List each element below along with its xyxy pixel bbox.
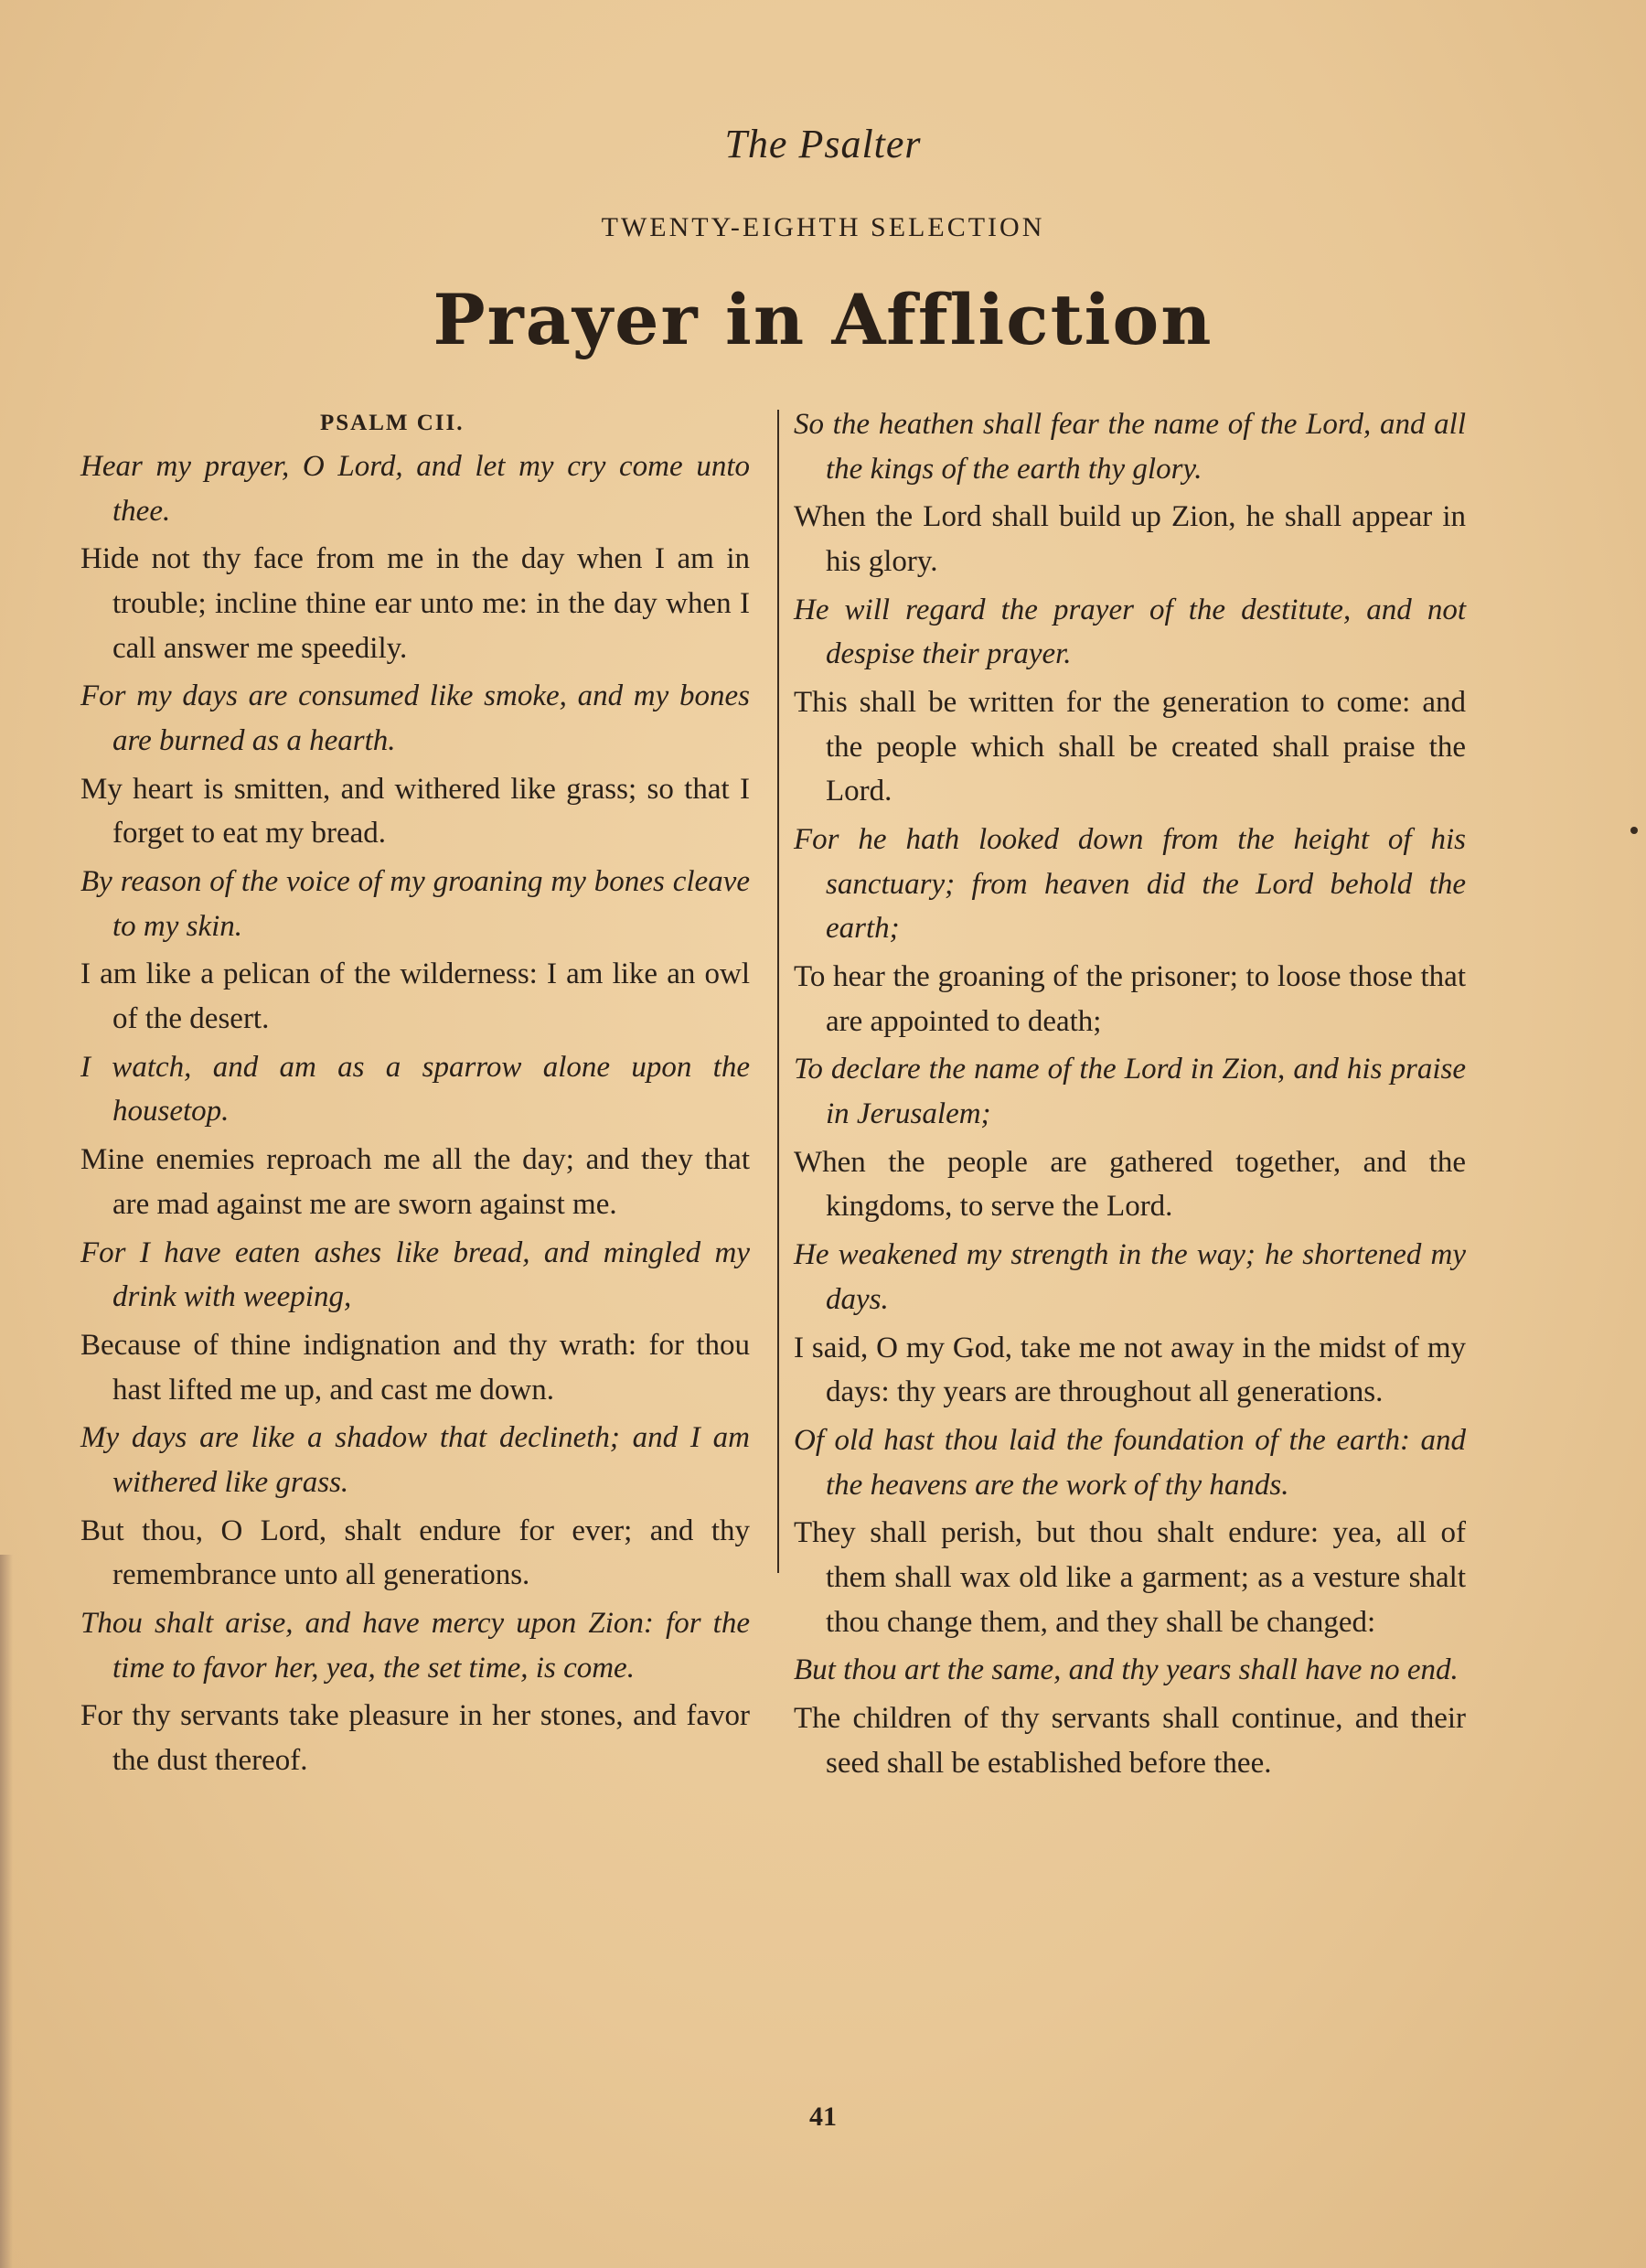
verse: He weakened my strength in the way; he shortened my days. [794,1238,1466,1316]
verse: The children of thy servants shall continue, and their seed shall be established before thee. [794,1702,1466,1780]
verse: For he hath looked down from the height of his sanctuary; from heaven did the Lord behold the earth; [794,823,1466,946]
verse: Hear my prayer, O Lord, and let my cry come unto thee. [80,450,750,528]
verse: Because of thine indignation and thy wrath: for thou hast lifted me up, and cast me down. [80,1328,750,1407]
right-column [794,402,1466,1789]
verse: My days are like a shadow that declineth; and I am withered like grass. [80,1421,750,1499]
verse: But thou, O Lord, shalt endure for ever; and thy remembrance unto all generations. [80,1514,750,1592]
verse: By reason of the voice of my groaning my bones cleave to my skin. [80,865,750,943]
column-divider [777,410,779,1573]
page-number: 41 [809,2102,837,2132]
verse: For I have eaten ashes like bread, and mingled my drink with weeping, [80,1236,750,1314]
verse: So the heathen shall fear the name of the Lord, and all the kings of the earth thy glory. [794,408,1466,486]
verse: But thou art the same, and thy years shall have no end. [794,1653,1459,1687]
running-title: The Psalter [724,122,922,166]
verse: I watch, and am as a sparrow alone upon the housetop. [80,1050,750,1129]
verse: For thy servants take pleasure in her stones, and favor the dust thereof. [80,1699,750,1778]
page-title: Prayer in Affliction [433,279,1213,360]
verse: Mine enemies reproach me all the day; and they that are mad against me are sworn against me. [80,1143,750,1221]
verse: Thou shalt arise, and have mercy upon Zion: for the time to favor her, yea, the set time, is come. [80,1607,750,1685]
verse: For my days are consumed like smoke, and my bones are burned as a hearth. [80,679,750,757]
verse: I said, O my God, take me not away in the midst of my days: thy years are throughout all generations. [794,1331,1466,1409]
ink-speck [1630,827,1638,834]
left-column [80,402,750,1787]
verse: I am like a pelican of the wilderness: I am like an owl of the desert. [80,957,750,1036]
selection-heading: TWENTY-EIGHTH SELECTION [601,212,1045,242]
verse: This shall be written for the generation to come: and the people which shall be created shall praise the Lord. [794,686,1466,808]
verse: When the Lord shall build up Zion, he shall appear in his glory. [794,500,1466,578]
verse: When the people are gathered together, and the kingdoms, to serve the Lord. [794,1145,1466,1224]
verse: He will regard the prayer of the destitute, and not despise their prayer. [794,593,1466,671]
verse: Of old hast thou laid the foundation of the earth: and the heavens are the work of thy hands. [794,1423,1466,1502]
page-edge-shadow [0,1555,13,2268]
verse: Hide not thy face from me in the day when I am in trouble; incline thine ear unto me: in the day when I call answer me speedily. [80,542,750,665]
verse: My heart is smitten, and withered like grass; so that I forget to eat my bread. [80,772,750,850]
verse: To declare the name of the Lord in Zion, and his praise in Jerusalem; [794,1053,1466,1131]
verse: To hear the groaning of the prisoner; to loose those that are appointed to death; [794,960,1466,1038]
psalm-heading: PSALM CII. [320,411,465,435]
verse: They shall perish, but thou shalt endure: yea, all of them shall wax old like a garment; as a vesture shalt thou change them, and they shall be changed: [794,1516,1466,1639]
